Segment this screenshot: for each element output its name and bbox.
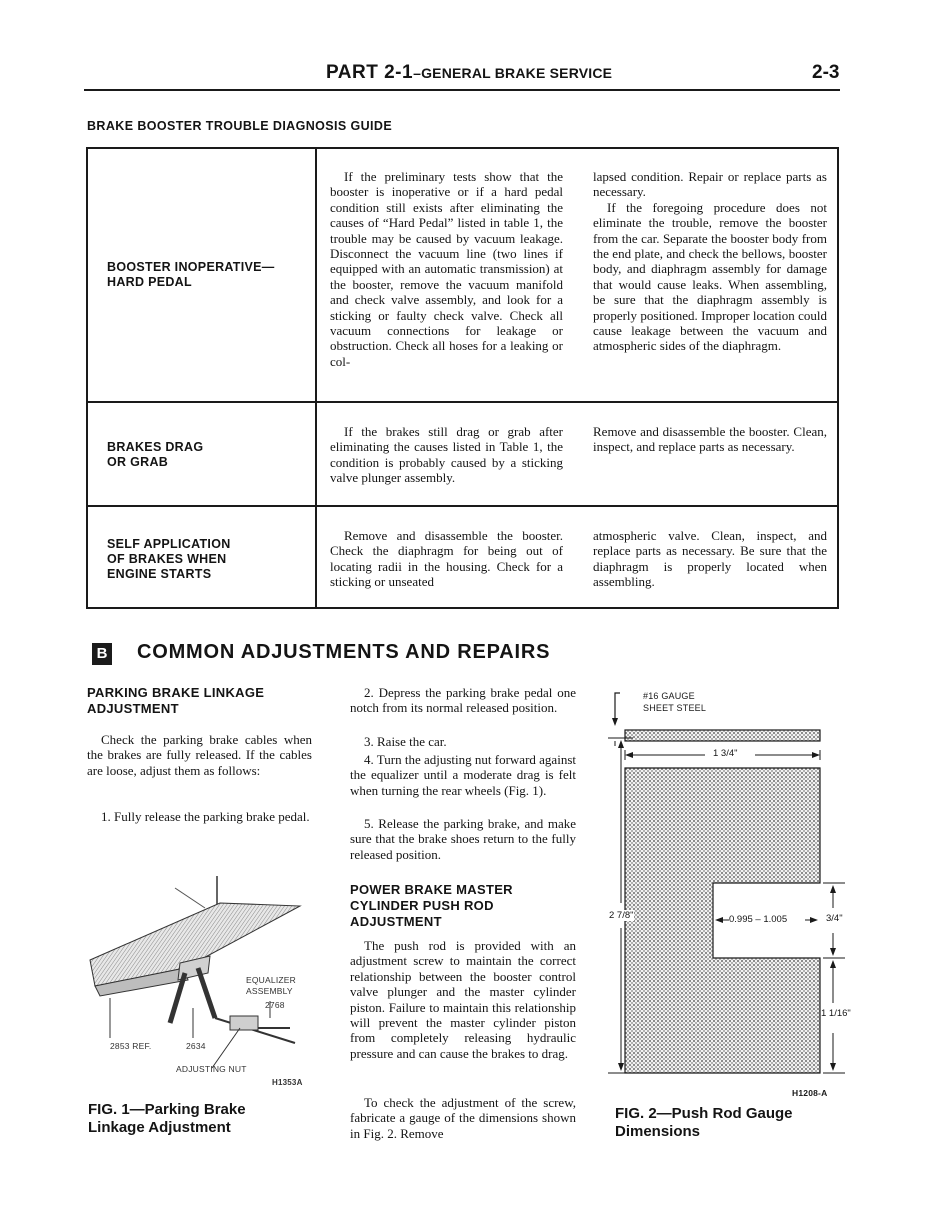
row2-text-col1: If the brakes still drag or grab after eliminating the causes listed in Table 1, the condition is probably caused by a sticking valve plunger assembly. [330,424,563,486]
label-adjusting-nut: ADJUSTING NUT [176,1064,247,1074]
part-label: PART 2-1 [326,62,414,83]
pushrod-heading: POWER BRAKE MASTER CYLINDER PUSH ROD ADJUSTMENT [350,882,513,929]
page-number: 2-3 [812,62,840,83]
section-title: GENERAL BRAKE SERVICE [421,65,613,81]
diagnosis-table [86,147,839,609]
parking-step2: 2. Depress the parking brake pedal one notch from its normal released position. [350,685,576,716]
dim-three-quarter: 3/4" [826,913,843,924]
pushrod-para1: The push rod is provided with an adjustment screw to maintain the correct relationship between the booster control valve plunger and the master cylinder piston. Failure to maintain this relationship will prevent the master cylinder piston from completely releasing hydraulic pressure and can cause the brakes to drag. [350,938,576,1061]
dim-width: 1 3/4" [710,748,741,759]
fig1-code: H1353A [272,1078,303,1087]
dim-one-and-one-sixteenth: 1 1/16" [821,1008,851,1019]
table-row-divider [88,505,837,507]
table-divider [315,149,317,607]
row1-col2-para2: If the foregoing procedure does not eliminate the trouble, remove the booster from the car. Separate the booster body from the end plate, and check the bellows, booster body, and diaphragm assembly for damage that would cause leaks. When assembling, be sure that the diaphragm assembly is properly positioned. Improper location could cause leakage between the vacuum and atmospheric sides of the diaphragm. [593,199,827,354]
parking-intro: Check the parking brake cables when the brakes are fully released. If the cables are loose, adjust them as follows: [87,732,312,778]
condition-self-application: SELF APPLICATION OF BRAKES WHEN ENGINE STARTS [107,537,231,581]
label-equalizer-assembly: EQUALIZER ASSEMBLY [246,975,296,996]
section-badge: B [92,643,112,665]
row1-text-col1: If the preliminary tests show that the booster is inoperative or if a hard pedal condition still exists after eliminating the causes of “Hard Pedal” listed in table 1, the trouble may be caused by vacuum leakage. Disconnect the vacuum line (two lines if equipped with an automatic transmission) at the booster, remove the vacuum manifold and check valve assembly, and look for a sticking or faulty check valve. Check all vacuum connections for leakage or obstruction. Check all hoses for a leaking or col- [330,169,563,369]
dim-height: 2 7/8" [609,910,634,921]
page-header-title [326,62,612,84]
fig1-caption: FIG. 1—Parking Brake Linkage Adjustment [88,1101,246,1136]
parking-heading: PARKING BRAKE LINKAGE ADJUSTMENT [87,685,265,716]
table-row-divider [88,401,837,403]
fig2-caption: FIG. 2—Push Rod Gauge Dimensions [615,1105,793,1140]
header-dash: – [413,65,422,81]
guide-title: BRAKE BOOSTER TROUBLE DIAGNOSIS GUIDE [87,119,393,133]
fig2-code: H1208-A [792,1088,828,1098]
pushrod-para2: To check the adjustment of the screw, fabricate a gauge of the dimensions shown in Fig. 2. Remove [350,1095,576,1141]
label-2768: 2768 [265,1000,285,1010]
row3-text-col2: atmospheric valve. Clean, inspect, and replace parts as necessary. Be sure that the diaphragm is properly located when assembling. [593,528,827,590]
label-2853-ref: 2853 REF. [110,1041,152,1051]
row1-col2-para1: lapsed condition. Repair or replace parts as necessary. [593,169,827,200]
header-rule [84,89,840,91]
condition-booster-inoperative: BOOSTER INOPERATIVE— HARD PEDAL [107,260,275,289]
parking-step4: 4. Turn the adjusting nut forward against the equalizer until a moderate drag is felt when turning the rear wheels (Fig. 1). [350,752,576,798]
condition-brakes-drag: BRAKES DRAG OR GRAB [107,440,204,469]
row3-text-col1: Remove and disassemble the booster. Check the diaphragm for being out of locating radii in the housing. Check for a sticking or unseated [330,528,563,590]
label-2634: 2634 [186,1041,206,1051]
parking-step1: 1. Fully release the parking brake pedal. [101,809,310,824]
row1-text-col2 [593,169,827,354]
parking-step5: 5. Release the parking brake, and make sure that the brake shoes return to the fully released position. [350,816,576,862]
section-heading: COMMON ADJUSTMENTS AND REPAIRS [137,641,551,663]
label-gauge-sheet-steel: #16 GAUGE SHEET STEEL [643,691,707,713]
dim-slot: 0.995 – 1.005 [729,914,788,925]
parking-step3: 3. Raise the car. [364,734,447,749]
row2-text-col2: Remove and disassemble the booster. Clean, inspect, and replace parts as necessary. [593,424,827,455]
